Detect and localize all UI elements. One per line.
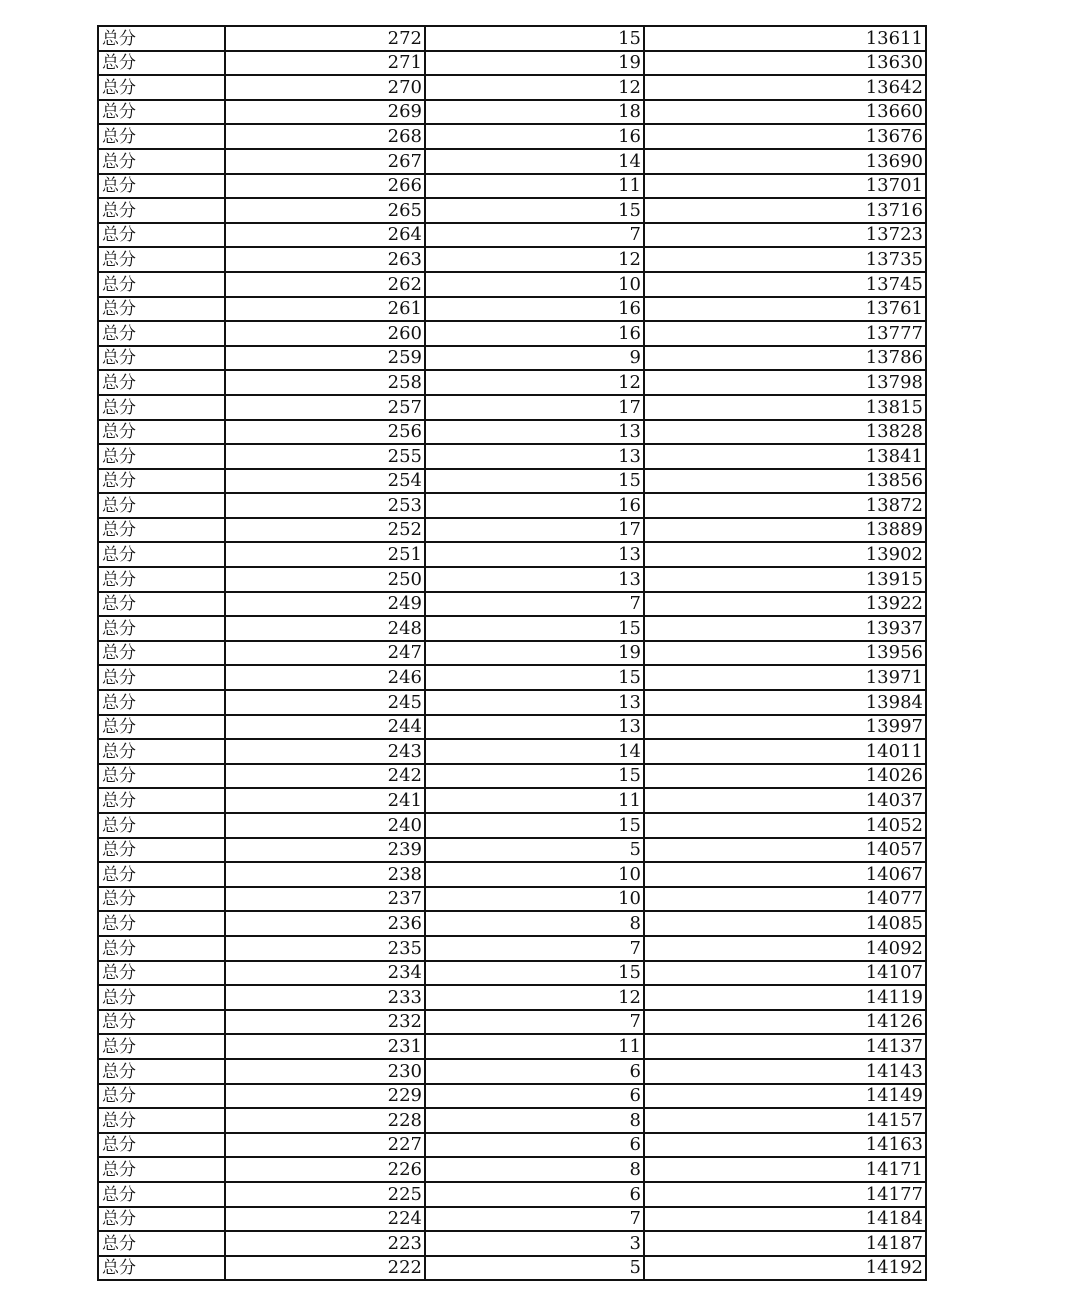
- cumulative-cell: 13701: [644, 174, 926, 199]
- score-cell: 237: [225, 887, 425, 912]
- cumulative-cell: 14077: [644, 887, 926, 912]
- table-row: [98, 247, 926, 272]
- table-row: [98, 395, 926, 420]
- count-cell: 17: [425, 395, 644, 420]
- table-row: [98, 911, 926, 936]
- count-cell: 6: [425, 1084, 644, 1109]
- category-cell: 总分: [98, 985, 225, 1010]
- category-cell: 总分: [98, 100, 225, 125]
- table-row: [98, 1256, 926, 1281]
- category-cell: 总分: [98, 641, 225, 666]
- count-cell: 7: [425, 1207, 644, 1232]
- cumulative-cell: 13922: [644, 592, 926, 617]
- cumulative-cell: 14126: [644, 1010, 926, 1035]
- score-cell: 243: [225, 739, 425, 764]
- score-cell: 261: [225, 297, 425, 322]
- score-cell: 236: [225, 911, 425, 936]
- count-cell: 13: [425, 420, 644, 445]
- cumulative-cell: 13642: [644, 75, 926, 100]
- count-cell: 6: [425, 1059, 644, 1084]
- table-row: [98, 887, 926, 912]
- count-cell: 7: [425, 592, 644, 617]
- table-row: [98, 51, 926, 76]
- category-cell: 总分: [98, 715, 225, 740]
- category-cell: 总分: [98, 272, 225, 297]
- score-cell: 239: [225, 838, 425, 863]
- score-cell: 224: [225, 1207, 425, 1232]
- table-row: [98, 1034, 926, 1059]
- cumulative-cell: 13984: [644, 690, 926, 715]
- score-distribution-table: [97, 25, 927, 1281]
- category-cell: 总分: [98, 911, 225, 936]
- cumulative-cell: 14067: [644, 862, 926, 887]
- score-cell: 265: [225, 198, 425, 223]
- table-row: [98, 1059, 926, 1084]
- count-cell: 10: [425, 272, 644, 297]
- score-cell: 222: [225, 1256, 425, 1281]
- cumulative-cell: 14107: [644, 961, 926, 986]
- score-cell: 258: [225, 370, 425, 395]
- count-cell: 13: [425, 715, 644, 740]
- table-row: [98, 1133, 926, 1158]
- table-row: [98, 1108, 926, 1133]
- cumulative-cell: 14143: [644, 1059, 926, 1084]
- score-cell: 272: [225, 26, 425, 51]
- count-cell: 19: [425, 51, 644, 76]
- category-cell: 总分: [98, 887, 225, 912]
- table-row: [98, 149, 926, 174]
- cumulative-cell: 13872: [644, 493, 926, 518]
- count-cell: 12: [425, 985, 644, 1010]
- score-cell: 253: [225, 493, 425, 518]
- cumulative-cell: 14184: [644, 1207, 926, 1232]
- cumulative-cell: 13937: [644, 616, 926, 641]
- cumulative-cell: 13956: [644, 641, 926, 666]
- category-cell: 总分: [98, 174, 225, 199]
- count-cell: 15: [425, 198, 644, 223]
- count-cell: 8: [425, 911, 644, 936]
- count-cell: 12: [425, 370, 644, 395]
- cumulative-cell: 14119: [644, 985, 926, 1010]
- category-cell: 总分: [98, 1010, 225, 1035]
- score-cell: 245: [225, 690, 425, 715]
- count-cell: 13: [425, 690, 644, 715]
- table-row: [98, 1157, 926, 1182]
- category-cell: 总分: [98, 26, 225, 51]
- table-row: [98, 321, 926, 346]
- count-cell: 15: [425, 469, 644, 494]
- cumulative-cell: 13761: [644, 297, 926, 322]
- table-row: [98, 715, 926, 740]
- category-cell: 总分: [98, 542, 225, 567]
- count-cell: 10: [425, 887, 644, 912]
- score-cell: 231: [225, 1034, 425, 1059]
- cumulative-cell: 13716: [644, 198, 926, 223]
- category-cell: 总分: [98, 690, 225, 715]
- table-row: [98, 198, 926, 223]
- table-row: [98, 26, 926, 51]
- cumulative-cell: 14149: [644, 1084, 926, 1109]
- category-cell: 总分: [98, 567, 225, 592]
- cumulative-cell: 14037: [644, 788, 926, 813]
- table-row: [98, 764, 926, 789]
- count-cell: 13: [425, 567, 644, 592]
- score-cell: 246: [225, 665, 425, 690]
- count-cell: 15: [425, 961, 644, 986]
- category-cell: 总分: [98, 51, 225, 76]
- count-cell: 15: [425, 26, 644, 51]
- cumulative-cell: 14192: [644, 1256, 926, 1281]
- score-cell: 238: [225, 862, 425, 887]
- score-cell: 256: [225, 420, 425, 445]
- count-cell: 15: [425, 665, 644, 690]
- table-row: [98, 518, 926, 543]
- score-cell: 263: [225, 247, 425, 272]
- category-cell: 总分: [98, 370, 225, 395]
- table-row: [98, 272, 926, 297]
- score-cell: 232: [225, 1010, 425, 1035]
- score-cell: 241: [225, 788, 425, 813]
- count-cell: 3: [425, 1231, 644, 1256]
- cumulative-cell: 13786: [644, 346, 926, 371]
- cumulative-cell: 14057: [644, 838, 926, 863]
- cumulative-cell: 13777: [644, 321, 926, 346]
- table-row: [98, 592, 926, 617]
- count-cell: 5: [425, 838, 644, 863]
- category-cell: 总分: [98, 961, 225, 986]
- score-cell: 233: [225, 985, 425, 1010]
- cumulative-cell: 14187: [644, 1231, 926, 1256]
- category-cell: 总分: [98, 1182, 225, 1207]
- cumulative-cell: 13660: [644, 100, 926, 125]
- cumulative-cell: 13902: [644, 542, 926, 567]
- table-row: [98, 862, 926, 887]
- count-cell: 6: [425, 1182, 644, 1207]
- table-row: [98, 936, 926, 961]
- score-cell: 259: [225, 346, 425, 371]
- score-cell: 266: [225, 174, 425, 199]
- category-cell: 总分: [98, 444, 225, 469]
- table-row: [98, 444, 926, 469]
- count-cell: 17: [425, 518, 644, 543]
- score-cell: 254: [225, 469, 425, 494]
- table-row: [98, 346, 926, 371]
- cumulative-cell: 14011: [644, 739, 926, 764]
- score-cell: 248: [225, 616, 425, 641]
- category-cell: 总分: [98, 764, 225, 789]
- table-row: [98, 690, 926, 715]
- table-row: [98, 420, 926, 445]
- cumulative-cell: 13828: [644, 420, 926, 445]
- score-cell: 234: [225, 961, 425, 986]
- table-row: [98, 223, 926, 248]
- category-cell: 总分: [98, 223, 225, 248]
- cumulative-cell: 13915: [644, 567, 926, 592]
- count-cell: 9: [425, 346, 644, 371]
- category-cell: 总分: [98, 1256, 225, 1281]
- score-cell: 267: [225, 149, 425, 174]
- category-cell: 总分: [98, 592, 225, 617]
- score-cell: 227: [225, 1133, 425, 1158]
- category-cell: 总分: [98, 124, 225, 149]
- category-cell: 总分: [98, 75, 225, 100]
- cumulative-cell: 13723: [644, 223, 926, 248]
- table-row: [98, 1182, 926, 1207]
- score-cell: 270: [225, 75, 425, 100]
- score-cell: 260: [225, 321, 425, 346]
- table-row: [98, 567, 926, 592]
- score-cell: 262: [225, 272, 425, 297]
- table-row: [98, 1207, 926, 1232]
- count-cell: 11: [425, 788, 644, 813]
- count-cell: 10: [425, 862, 644, 887]
- score-cell: 271: [225, 51, 425, 76]
- count-cell: 15: [425, 764, 644, 789]
- score-cell: 250: [225, 567, 425, 592]
- cumulative-cell: 13856: [644, 469, 926, 494]
- category-cell: 总分: [98, 1034, 225, 1059]
- cumulative-cell: 13611: [644, 26, 926, 51]
- category-cell: 总分: [98, 665, 225, 690]
- cumulative-cell: 14171: [644, 1157, 926, 1182]
- count-cell: 7: [425, 1010, 644, 1035]
- category-cell: 总分: [98, 297, 225, 322]
- score-cell: 225: [225, 1182, 425, 1207]
- count-cell: 11: [425, 1034, 644, 1059]
- category-cell: 总分: [98, 518, 225, 543]
- score-cell: 264: [225, 223, 425, 248]
- count-cell: 12: [425, 247, 644, 272]
- score-cell: 242: [225, 764, 425, 789]
- table-row: [98, 174, 926, 199]
- category-cell: 总分: [98, 493, 225, 518]
- table-row: [98, 1231, 926, 1256]
- category-cell: 总分: [98, 1108, 225, 1133]
- cumulative-cell: 14092: [644, 936, 926, 961]
- table-row: [98, 100, 926, 125]
- category-cell: 总分: [98, 862, 225, 887]
- cumulative-cell: 13735: [644, 247, 926, 272]
- cumulative-cell: 14177: [644, 1182, 926, 1207]
- category-cell: 总分: [98, 1157, 225, 1182]
- count-cell: 14: [425, 149, 644, 174]
- score-cell: 249: [225, 592, 425, 617]
- score-cell: 240: [225, 813, 425, 838]
- table-row: [98, 739, 926, 764]
- score-cell: 230: [225, 1059, 425, 1084]
- category-cell: 总分: [98, 739, 225, 764]
- score-cell: 228: [225, 1108, 425, 1133]
- score-cell: 244: [225, 715, 425, 740]
- category-cell: 总分: [98, 469, 225, 494]
- table-row: [98, 616, 926, 641]
- category-cell: 总分: [98, 1207, 225, 1232]
- cumulative-cell: 13815: [644, 395, 926, 420]
- category-cell: 总分: [98, 838, 225, 863]
- category-cell: 总分: [98, 936, 225, 961]
- category-cell: 总分: [98, 247, 225, 272]
- table-row: [98, 788, 926, 813]
- table-body: [98, 26, 926, 1280]
- category-cell: 总分: [98, 788, 225, 813]
- count-cell: 19: [425, 641, 644, 666]
- score-cell: 247: [225, 641, 425, 666]
- count-cell: 12: [425, 75, 644, 100]
- count-cell: 18: [425, 100, 644, 125]
- cumulative-cell: 13997: [644, 715, 926, 740]
- table-row: [98, 838, 926, 863]
- count-cell: 15: [425, 813, 644, 838]
- count-cell: 11: [425, 174, 644, 199]
- cumulative-cell: 13841: [644, 444, 926, 469]
- category-cell: 总分: [98, 321, 225, 346]
- table-row: [98, 469, 926, 494]
- count-cell: 7: [425, 936, 644, 961]
- count-cell: 15: [425, 616, 644, 641]
- count-cell: 8: [425, 1108, 644, 1133]
- cumulative-cell: 13889: [644, 518, 926, 543]
- count-cell: 13: [425, 542, 644, 567]
- table-row: [98, 124, 926, 149]
- cumulative-cell: 13690: [644, 149, 926, 174]
- score-cell: 257: [225, 395, 425, 420]
- category-cell: 总分: [98, 616, 225, 641]
- score-cell: 268: [225, 124, 425, 149]
- table-row: [98, 297, 926, 322]
- count-cell: 7: [425, 223, 644, 248]
- cumulative-cell: 13630: [644, 51, 926, 76]
- score-cell: 255: [225, 444, 425, 469]
- cumulative-cell: 14085: [644, 911, 926, 936]
- count-cell: 16: [425, 321, 644, 346]
- table-row: [98, 370, 926, 395]
- count-cell: 6: [425, 1133, 644, 1158]
- score-cell: 269: [225, 100, 425, 125]
- cumulative-cell: 14163: [644, 1133, 926, 1158]
- count-cell: 13: [425, 444, 644, 469]
- cumulative-cell: 14052: [644, 813, 926, 838]
- cumulative-cell: 14157: [644, 1108, 926, 1133]
- count-cell: 5: [425, 1256, 644, 1281]
- table-row: [98, 813, 926, 838]
- cumulative-cell: 13676: [644, 124, 926, 149]
- category-cell: 总分: [98, 813, 225, 838]
- table-row: [98, 961, 926, 986]
- count-cell: 14: [425, 739, 644, 764]
- category-cell: 总分: [98, 1133, 225, 1158]
- cumulative-cell: 13971: [644, 665, 926, 690]
- category-cell: 总分: [98, 1059, 225, 1084]
- score-cell: 252: [225, 518, 425, 543]
- count-cell: 16: [425, 493, 644, 518]
- table-row: [98, 985, 926, 1010]
- category-cell: 总分: [98, 420, 225, 445]
- score-cell: 235: [225, 936, 425, 961]
- score-cell: 229: [225, 1084, 425, 1109]
- table-row: [98, 75, 926, 100]
- score-cell: 226: [225, 1157, 425, 1182]
- cumulative-cell: 13798: [644, 370, 926, 395]
- category-cell: 总分: [98, 1231, 225, 1256]
- cumulative-cell: 13745: [644, 272, 926, 297]
- table-row: [98, 641, 926, 666]
- table-row: [98, 1084, 926, 1109]
- category-cell: 总分: [98, 395, 225, 420]
- table-row: [98, 1010, 926, 1035]
- count-cell: 16: [425, 124, 644, 149]
- table-row: [98, 542, 926, 567]
- category-cell: 总分: [98, 198, 225, 223]
- category-cell: 总分: [98, 346, 225, 371]
- table-row: [98, 665, 926, 690]
- count-cell: 8: [425, 1157, 644, 1182]
- score-cell: 223: [225, 1231, 425, 1256]
- count-cell: 16: [425, 297, 644, 322]
- cumulative-cell: 14026: [644, 764, 926, 789]
- category-cell: 总分: [98, 1084, 225, 1109]
- table-row: [98, 493, 926, 518]
- score-cell: 251: [225, 542, 425, 567]
- cumulative-cell: 14137: [644, 1034, 926, 1059]
- category-cell: 总分: [98, 149, 225, 174]
